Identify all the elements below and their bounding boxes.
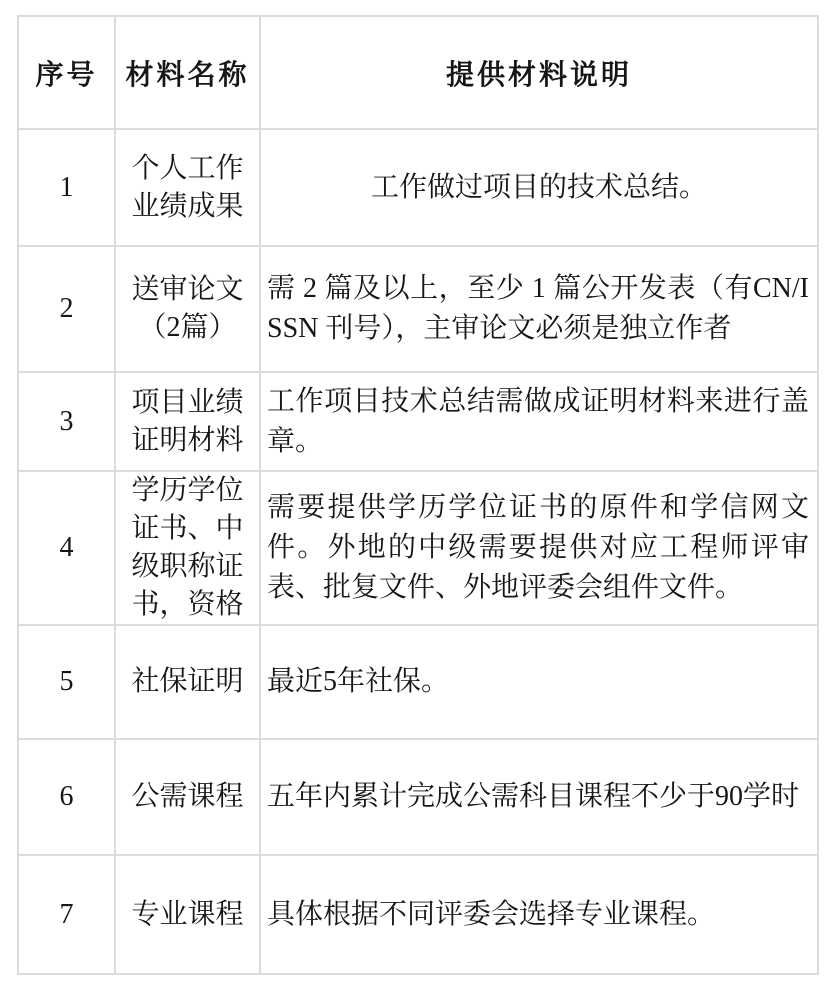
row-number: 2 bbox=[18, 246, 115, 372]
row-number: 3 bbox=[18, 372, 115, 471]
row-number: 7 bbox=[18, 855, 115, 974]
material-name: 公需课程 bbox=[115, 739, 260, 855]
material-name: 学历学位证书、中级职称证书，资格 bbox=[115, 471, 260, 625]
table-row bbox=[18, 739, 818, 855]
table-row bbox=[18, 372, 818, 471]
column-header-number: 序号 bbox=[18, 16, 115, 129]
materials-table bbox=[17, 15, 819, 975]
material-description: 五年内累计完成公需科目课程不少于90学时 bbox=[260, 739, 818, 855]
material-description: 需要提供学历学位证书的原件和学信网文件。外地的中级需要提供对应工程师评审表、批复文件、外地评委会组件文件。 bbox=[260, 471, 818, 625]
material-name: 专业课程 bbox=[115, 855, 260, 974]
row-number: 4 bbox=[18, 471, 115, 625]
material-name: 送审论文（2篇） bbox=[115, 246, 260, 372]
material-name: 项目业绩证明材料 bbox=[115, 372, 260, 471]
material-description: 需 2 篇及以上，至少 1 篇公开发表（有CN/ISSN 刊号），主审论文必须是独立作者 bbox=[260, 246, 818, 372]
material-description: 工作项目技术总结需做成证明材料来进行盖章。 bbox=[260, 372, 818, 471]
material-description: 具体根据不同评委会选择专业课程。 bbox=[260, 855, 818, 974]
material-name: 个人工作业绩成果 bbox=[115, 129, 260, 246]
column-header-material-description: 提供材料说明 bbox=[260, 16, 818, 129]
row-number: 1 bbox=[18, 129, 115, 246]
material-description: 最近5年社保。 bbox=[260, 625, 818, 739]
material-description: 工作做过项目的技术总结。 bbox=[260, 129, 818, 246]
header-row bbox=[18, 16, 818, 129]
column-header-material-name: 材料名称 bbox=[115, 16, 260, 129]
table-row bbox=[18, 129, 818, 246]
row-number: 5 bbox=[18, 625, 115, 739]
table-row bbox=[18, 855, 818, 974]
table-row bbox=[18, 625, 818, 739]
table-row bbox=[18, 471, 818, 625]
table-row bbox=[18, 246, 818, 372]
row-number: 6 bbox=[18, 739, 115, 855]
material-name: 社保证明 bbox=[115, 625, 260, 739]
